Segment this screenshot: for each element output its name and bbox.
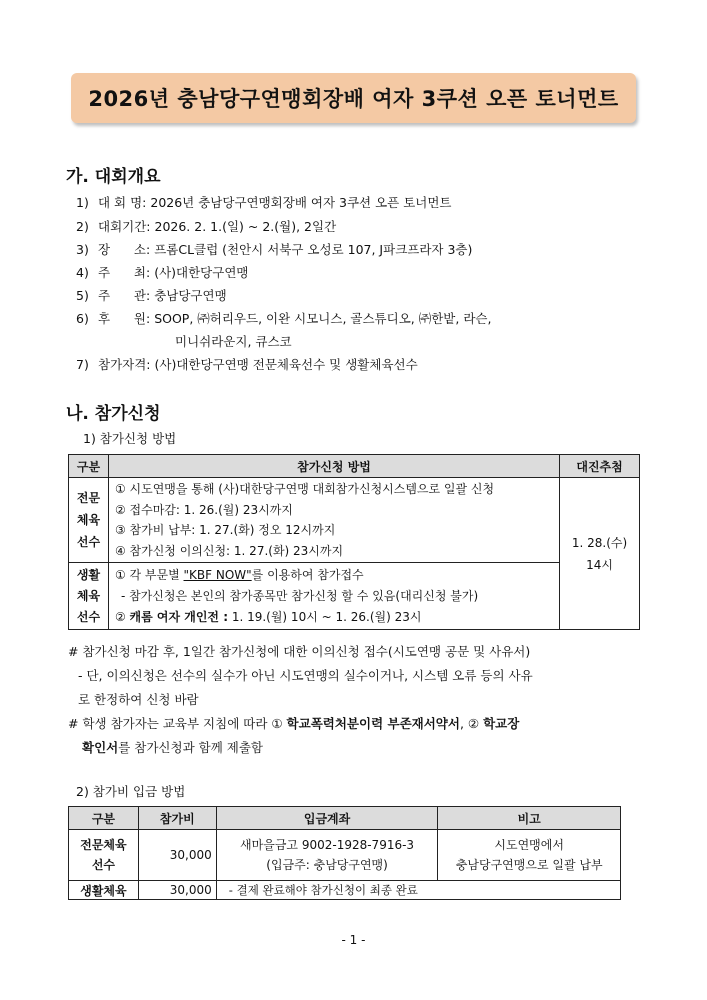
row-label-pro: 전문 체육 선수 (69, 478, 109, 563)
pro-method-cell (108, 478, 559, 563)
draw-time: 14시 (586, 557, 613, 572)
list-item: ③ 참가비 납부: 1. 27.(화) 정오 12시까지 (114, 523, 336, 537)
account-holder: (입금주: 충남당구연맹) (266, 858, 388, 872)
list-item: ② 캐롬 여자 개인전 : 1. 19.(월) 10시 ~ 1. 26.(월) 23시 (114, 609, 422, 624)
account-cell (216, 830, 438, 881)
title-banner (71, 73, 636, 123)
fee-row-amateur (69, 881, 621, 900)
section-a-heading: 가. 대회개요 (66, 167, 161, 187)
note-objection-detail-cont: 로 한정하여 신청 바람 (78, 692, 199, 707)
draw-date: 1. 28.(수) (571, 535, 628, 550)
overview-item-4: 4) 주 최: (사)대한당구연맹 (76, 265, 249, 280)
application-table (68, 454, 640, 630)
page-number: - 1 - (341, 933, 366, 947)
fee-note-pro: 시도연맹에서 충남당구연맹으로 일괄 납부 (438, 830, 621, 881)
table-row-amateur (69, 563, 640, 630)
note-student: # 학생 참가자는 교육부 지침에 따라 ① 학교폭력처분이력 부존재서약서, ② 학교장 (68, 716, 520, 731)
header-draw: 대진추첨 (560, 455, 640, 478)
fee-header-row (69, 807, 621, 830)
fee-header-category: 구분 (69, 807, 139, 830)
fee-row-pro (69, 830, 621, 881)
note-objection: # 참가신청 마감 후, 1일간 참가신청에 대한 이의신청 접수(시도연맹 공문 및 사유서) (68, 644, 531, 659)
list-item: ① 시도연맹을 통해 (사)대한당구연맹 대회참가신청시스템으로 일괄 신청 (114, 482, 495, 496)
list-item: ④ 참가신청 이의신청: 1. 27.(화) 23시까지 (114, 543, 344, 558)
list-item: ① 각 부문별 "KBF NOW"를 이용하여 참가접수 (114, 567, 364, 582)
bank-account: 새마을금고 9002-1928-7916-3 (240, 838, 415, 852)
table-header-row (69, 455, 640, 478)
overview-item-2: 2) 대회기간: 2026. 2. 1.(일) ~ 2.(월), 2일간 (76, 219, 337, 234)
overview-item-5: 5) 주 관: 충남당구연맹 (76, 288, 227, 303)
overview-item-1: 1) 대 회 명: 2026년 충남당구연맹회장배 여자 3쿠션 오픈 토너먼트 (76, 195, 452, 210)
overview-item-7: 7) 참가자격: (사)대한당구연맹 전문체육선수 및 생활체육선수 (76, 357, 418, 372)
table-row-pro (69, 478, 640, 563)
header-category: 구분 (69, 455, 109, 478)
fee-amateur: 30,000 (138, 881, 216, 900)
overview-item-6: 6) 후 원: SOOP, ㈜허리우드, 이완 시모니스, 골스튜디오, ㈜한밭, 라슨, (76, 311, 492, 326)
row-label-amateur: 생활 체육 선수 (69, 563, 109, 630)
kbf-now-link[interactable]: "KBF NOW" (183, 567, 252, 582)
section-b-heading: 나. 참가신청 (66, 404, 161, 424)
list-item: ② 접수마감: 1. 26.(월) 23시까지 (114, 502, 293, 517)
draw-cell (560, 478, 640, 630)
overview-item-3: 3) 장 소: 프롬CL클럽 (천안시 서북구 오성로 107, J파크프라자 3층) (76, 242, 473, 257)
overview-item-6-cont: 미니쉬라운지, 큐스코 (175, 334, 292, 349)
header-method: 참가신청 방법 (108, 455, 559, 478)
note-student-cont: 확인서를 참가신청과 함께 제출함 (82, 740, 263, 755)
fee-row-label-pro: 전문체육 선수 (69, 830, 139, 881)
note-objection-detail: - 단, 이의신청은 선수의 실수가 아닌 시도연맹의 실수이거나, 시스템 오류 등의 사유 (78, 668, 533, 683)
subheading-fee-method: 2) 참가비 입금 방법 (76, 784, 186, 799)
fee-header-fee: 참가비 (138, 807, 216, 830)
document-title: 2026년 충남당구연맹회장배 여자 3쿠션 오픈 토너먼트 (88, 87, 619, 111)
fee-table (68, 806, 621, 900)
amateur-method-cell (108, 563, 559, 630)
fee-row-label-amateur: 생활체육 (69, 881, 139, 900)
fee-note-amateur: - 결제 완료해야 참가신청이 최종 완료 (216, 881, 620, 900)
list-item: - 참가신청은 본인의 참가종목만 참가신청 할 수 있음(대리신청 불가) (120, 588, 479, 603)
fee-pro: 30,000 (138, 830, 216, 881)
fee-header-note: 비고 (438, 807, 621, 830)
subheading-application-method: 1) 참가신청 방법 (83, 431, 177, 446)
fee-header-account: 입금계좌 (216, 807, 438, 830)
